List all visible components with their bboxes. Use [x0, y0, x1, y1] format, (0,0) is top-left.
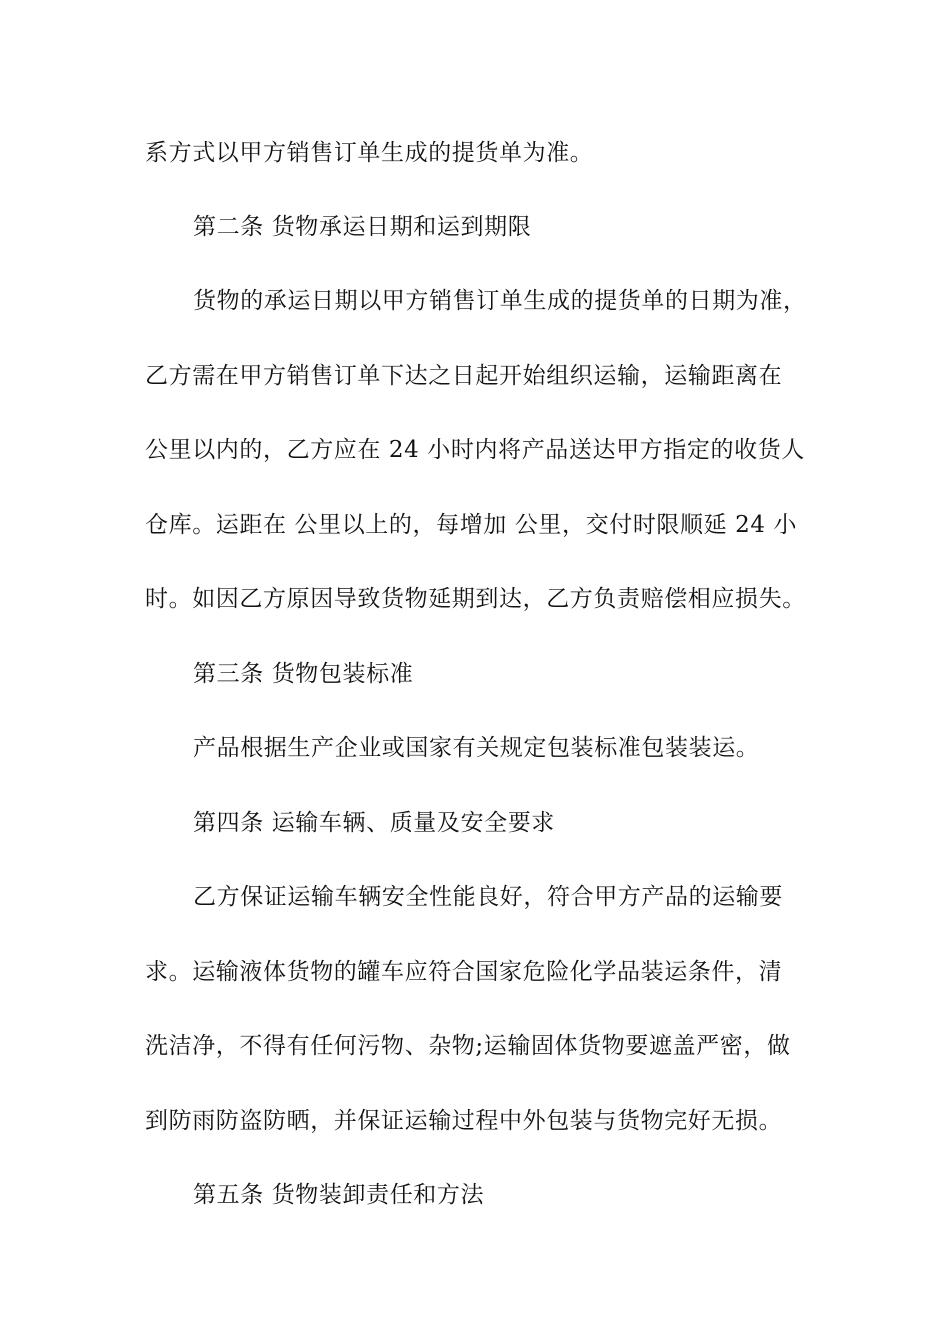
text-line: 系方式以甲方销售订单生成的提货单为准。	[145, 140, 594, 166]
section-heading: 第四条 运输车辆、质量及安全要求	[193, 810, 555, 836]
text-line: 货物的承运日期以甲方销售订单生成的提货单的日期为准，	[193, 288, 807, 314]
text-line: 产品根据生产企业或国家有关规定包装标准包装装运。	[193, 735, 760, 761]
text-line: 乙方保证运输车辆安全性能良好，符合甲方产品的运输要	[193, 884, 783, 910]
text-line: 求。运输液体货物的罐车应符合国家危险化学品装运条件，清	[145, 959, 783, 985]
text-line: 到防雨防盗防晒，并保证运输过程中外包装与货物完好无损。	[145, 1108, 783, 1134]
text-line: 洗洁净，不得有任何污物、杂物;运输固体货物要遮盖严密，做	[145, 1033, 791, 1059]
text-line: 时。如因乙方原因导致货物延期到达，乙方负责赔偿相应损失。	[145, 586, 806, 612]
section-heading: 第二条 货物承运日期和运到期限	[193, 214, 532, 240]
text-line: 仓库。运距在 公里以上的，每增加 公里，交付时限顺延 24 小	[145, 512, 798, 538]
section-heading: 第三条 货物包装标准	[193, 661, 414, 687]
text-line: 公里以内的，乙方应在 24 小时内将产品送达甲方指定的收货人	[145, 437, 805, 463]
text-line: 乙方需在甲方销售订单下达之日起开始组织运输，运输距离在	[145, 363, 783, 389]
section-heading: 第五条 货物装卸责任和方法	[193, 1182, 485, 1208]
